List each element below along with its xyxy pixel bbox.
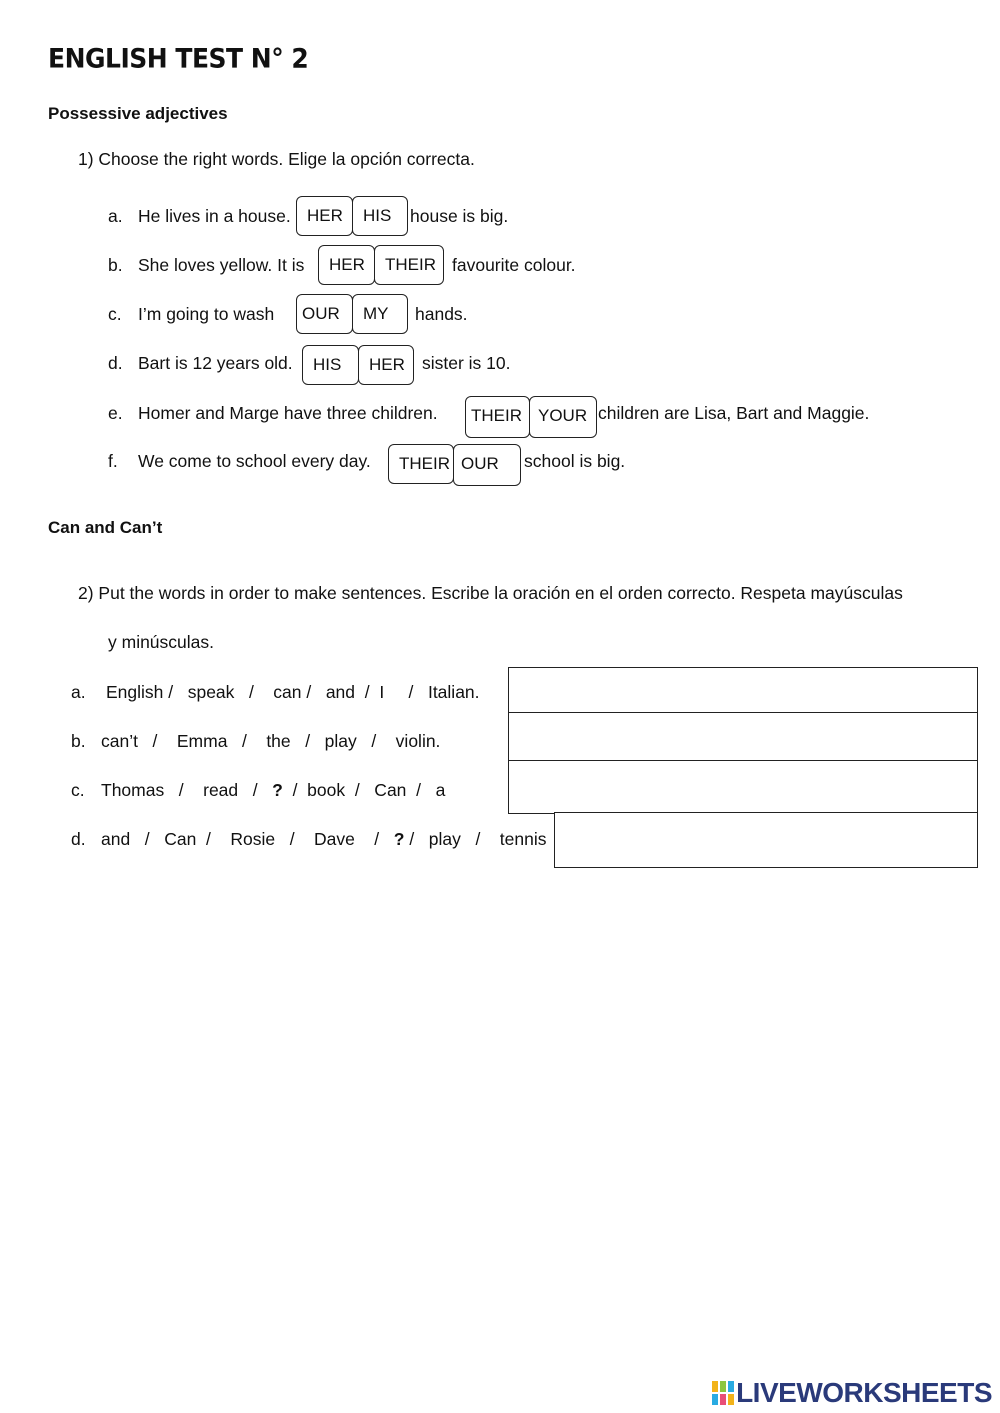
- item-sentence-end: house is big.: [410, 206, 509, 226]
- option-button[interactable]: OUR: [296, 294, 353, 334]
- section-heading-possessive: Possessive adjectives: [48, 104, 228, 123]
- item-sentence-end: children are Lisa, Bart and Maggie.: [598, 403, 870, 423]
- option-button[interactable]: YOUR: [529, 396, 597, 438]
- question-mark: ?: [393, 829, 405, 849]
- word-list-part: and / Can / Rosie / Dave /: [101, 829, 394, 849]
- answer-input[interactable]: [508, 712, 978, 762]
- option-button[interactable]: HER: [296, 196, 353, 236]
- logo-icon: [712, 1381, 734, 1405]
- item-label: d.: [71, 829, 86, 849]
- option-button[interactable]: THEIR: [388, 444, 454, 484]
- question-mark: ?: [272, 780, 283, 800]
- word-list: [101, 829, 546, 850]
- word-list-part: Thomas / read /: [101, 780, 273, 800]
- item-sentence-start: Bart is 12 years old.: [138, 353, 293, 373]
- option-button[interactable]: THEIR: [374, 245, 444, 285]
- item-sentence-end: sister is 10.: [422, 353, 511, 373]
- item-sentence-start: He lives in a house.: [138, 206, 291, 226]
- item-label: c.: [108, 304, 122, 324]
- word-list: English / speak / can / and / I / Italian.: [106, 682, 480, 702]
- item-label: f.: [108, 451, 118, 471]
- item-label: b.: [108, 255, 123, 275]
- option-button[interactable]: MY: [352, 294, 408, 334]
- word-list-part: / play / tennis: [404, 829, 547, 849]
- item-sentence-start: I’m going to wash: [138, 304, 275, 324]
- item-label: a.: [71, 682, 86, 702]
- word-list-part: / book / Can / a: [282, 780, 446, 800]
- option-button[interactable]: HIS: [352, 196, 408, 236]
- instruction-2: 2) Put the words in order to make sentences. Escribe la oración en el orden correcto. Respeta mayúsculas: [78, 583, 903, 603]
- instruction-2-continued: y minúsculas.: [108, 632, 215, 652]
- page-title: ENGLISH TEST N° 2: [48, 43, 309, 74]
- item-label: d.: [108, 353, 123, 373]
- liveworksheets-logo: [712, 1377, 992, 1409]
- item-sentence-end: school is big.: [524, 451, 626, 471]
- answer-input[interactable]: [508, 667, 978, 714]
- option-button[interactable]: HER: [318, 245, 375, 285]
- item-label: c.: [71, 780, 85, 800]
- instruction-1: 1) Choose the right words. Elige la opción correcta.: [78, 149, 475, 169]
- word-list: can’t / Emma / the / play / violin.: [101, 731, 441, 751]
- option-button[interactable]: OUR: [453, 444, 521, 486]
- item-sentence-start: We come to school every day.: [138, 451, 371, 471]
- item-label: e.: [108, 403, 123, 423]
- item-label: a.: [108, 206, 123, 226]
- item-sentence-end: favourite colour.: [452, 255, 576, 275]
- answer-input[interactable]: [508, 760, 978, 814]
- item-sentence-end: hands.: [415, 304, 468, 324]
- item-sentence-start: She loves yellow. It is: [138, 255, 305, 275]
- logo-text: LIVEWORKSHEETS: [736, 1377, 992, 1408]
- section-heading-can: Can and Can’t: [48, 518, 163, 537]
- option-button[interactable]: HIS: [302, 345, 359, 385]
- option-button[interactable]: THEIR: [465, 396, 530, 438]
- item-label: b.: [71, 731, 86, 751]
- item-sentence-start: Homer and Marge have three children.: [138, 403, 438, 423]
- word-list: [101, 780, 445, 801]
- answer-input[interactable]: [554, 812, 978, 868]
- option-button[interactable]: HER: [358, 345, 414, 385]
